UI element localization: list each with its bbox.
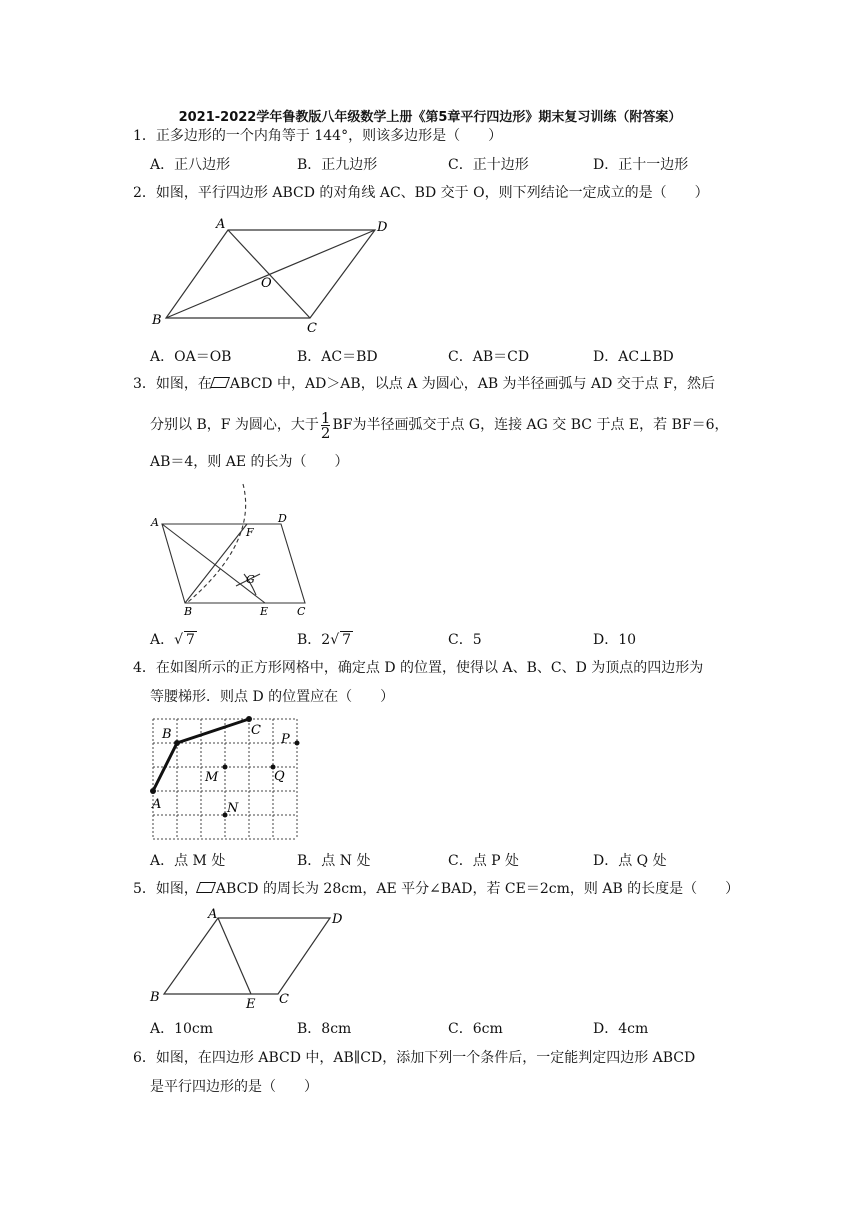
q5-text-post: ABCD 的周长为 28cm，AE 平分∠BAD，若 CE＝2cm，则 AB 的长度是（ ） bbox=[215, 881, 740, 897]
q5-option-b: B．8cm bbox=[297, 1021, 352, 1037]
q3-label-e: E bbox=[260, 605, 269, 618]
q5-option-c: C．6cm bbox=[448, 1021, 503, 1037]
q3-fraction-numerator: 1 bbox=[320, 408, 331, 427]
q5-segment-ae bbox=[218, 918, 251, 994]
q2-option-d: D．AC⊥BD bbox=[593, 349, 674, 365]
q4-point-b bbox=[174, 740, 180, 746]
q5-label-b: B bbox=[150, 990, 160, 1005]
question-2-text: 2．如图，平行四边形 ABCD 的对角线 AC、BD 交于 O，则下列结论一定成立的是（ ） bbox=[133, 185, 709, 201]
q4-label-a: A bbox=[152, 797, 162, 812]
q3-parallelogram bbox=[162, 524, 305, 603]
q3-option-a-radicand: 7 bbox=[186, 632, 195, 648]
q5-label-e: E bbox=[246, 997, 256, 1012]
q3-option-b-coefficient: 2 bbox=[321, 632, 331, 648]
parallelogram-symbol-icon bbox=[210, 377, 230, 388]
q3-line1-post: ABCD 中，AD＞AB，以点 A 为圆心，AB 为半径画弧与 AD 交于点 F，然后 bbox=[229, 376, 715, 392]
question-1-options bbox=[150, 154, 750, 174]
q4-label-q: Q bbox=[274, 769, 285, 784]
q3-option-d-value: 10 bbox=[618, 632, 637, 648]
q5-label-d: D bbox=[332, 912, 343, 927]
q3-label-d: D bbox=[278, 512, 287, 525]
q2-label-o: O bbox=[261, 276, 272, 291]
document-title: 2021-2022学年鲁教版八年级数学上册《第5章平行四边形》期末复习训练（附答案） bbox=[178, 110, 682, 125]
q2-option-a: A．OA＝OB bbox=[150, 349, 232, 365]
question-4-line-1: 4．在如图所示的正方形网格中，确定点 D 的位置，使得以 A、B、C、D 为顶点的四边形为 bbox=[133, 660, 704, 676]
q3-option-b: B．2√ 7 bbox=[297, 632, 352, 648]
q4-label-n: N bbox=[227, 801, 239, 816]
q4-point-p bbox=[295, 741, 300, 746]
question-5-options bbox=[150, 1018, 750, 1038]
q4-point-c bbox=[246, 716, 252, 722]
q1-option-c: C．正十边形 bbox=[448, 157, 529, 173]
q3-option-a-prefix: A． bbox=[150, 632, 175, 648]
q4-grid-figure bbox=[148, 714, 304, 844]
q3-option-c-prefix: C． bbox=[448, 632, 473, 648]
q4-label-p: P bbox=[281, 732, 290, 747]
q4-option-d: D．点 Q 处 bbox=[593, 853, 667, 869]
q3-label-f: F bbox=[246, 526, 254, 539]
q5-parallelogram-figure bbox=[146, 906, 356, 1012]
parallelogram-symbol-icon bbox=[196, 882, 216, 893]
q4-option-a: A．点 M 处 bbox=[150, 853, 226, 869]
question-3-options bbox=[150, 629, 750, 649]
q3-line2-mid: BF bbox=[332, 417, 353, 433]
q3-option-d bbox=[593, 629, 636, 649]
question-3-line-3: AB＝4，则 AE 的长为（ ） bbox=[150, 454, 349, 470]
q2-option-c: C．AB＝CD bbox=[448, 349, 530, 365]
question-3-line-2 bbox=[150, 410, 729, 440]
question-6-line-1: 6．如图，在四边形 ABCD 中，AB∥CD，添加下列一个条件后，一定能判定四边形 ABCD bbox=[133, 1050, 696, 1066]
question-5-text bbox=[133, 879, 739, 899]
q3-fraction-denominator: 2 bbox=[320, 423, 331, 442]
q4-point-a bbox=[150, 788, 156, 794]
q2-label-b: B bbox=[152, 313, 162, 328]
q3-label-c: C bbox=[297, 605, 306, 618]
q3-label-a: A bbox=[151, 516, 159, 529]
question-4-line-2: 等腰梯形．则点 D 的位置应在（ ） bbox=[150, 689, 395, 705]
question-4-options bbox=[150, 850, 750, 870]
q3-option-b-prefix: B． bbox=[297, 632, 322, 648]
q2-label-d: D bbox=[377, 220, 388, 235]
q4-point-m bbox=[223, 765, 228, 770]
q5-text-pre: 5．如图， bbox=[133, 881, 198, 897]
q3-segment-bf bbox=[185, 524, 247, 603]
q4-label-b: B bbox=[162, 727, 172, 742]
q2-parallelogram-figure bbox=[140, 212, 400, 337]
q5-option-d: D．4cm bbox=[593, 1021, 649, 1037]
q5-parallelogram bbox=[164, 918, 330, 994]
q3-option-a: A．√ 7 bbox=[150, 632, 195, 648]
q4-option-c: C．点 P 处 bbox=[448, 853, 520, 869]
q1-option-a: A．正八边形 bbox=[150, 157, 231, 173]
q3-arc-dashed bbox=[188, 484, 246, 602]
q3-fraction bbox=[320, 408, 331, 442]
q2-option-b: B．AC＝BD bbox=[297, 349, 378, 365]
q2-label-a: A bbox=[216, 217, 226, 232]
q3-option-b-radicand: 7 bbox=[342, 632, 352, 648]
q3-line1-pre: 3．如图，在 bbox=[133, 376, 212, 392]
q3-label-b: B bbox=[184, 605, 193, 618]
q2-label-c: C bbox=[307, 321, 317, 336]
question-1-text: 1．正多边形的一个内角等于 144°，则该多边形是（ ） bbox=[133, 128, 503, 144]
q3-line2-pre: 分别以 B，F 为圆心，大于 bbox=[150, 417, 319, 433]
question-2-options bbox=[150, 346, 750, 366]
question-6-line-2: 是平行四边形的是（ ） bbox=[150, 1079, 318, 1095]
q4-option-b: B．点 N 处 bbox=[297, 853, 371, 869]
q4-label-m: M bbox=[205, 770, 219, 785]
q5-option-a: A．10cm bbox=[150, 1021, 214, 1037]
q5-label-a: A bbox=[208, 907, 218, 922]
q3-option-d-prefix: D． bbox=[593, 632, 619, 648]
q5-label-c: C bbox=[279, 992, 289, 1007]
q3-option-c bbox=[448, 629, 482, 649]
q3-label-g: G bbox=[246, 573, 255, 586]
q4-label-c: C bbox=[251, 723, 261, 738]
q3-line2-post: 为半径画弧交于点 G，连接 AG 交 BC 于点 E，若 BF＝6， bbox=[352, 417, 729, 433]
q1-option-d: D．正十一边形 bbox=[593, 157, 689, 173]
q3-construction-figure bbox=[148, 482, 318, 622]
q3-option-c-value: 5 bbox=[472, 632, 482, 648]
question-3-line-1 bbox=[133, 374, 715, 394]
q1-option-b: B．正九边形 bbox=[297, 157, 378, 173]
